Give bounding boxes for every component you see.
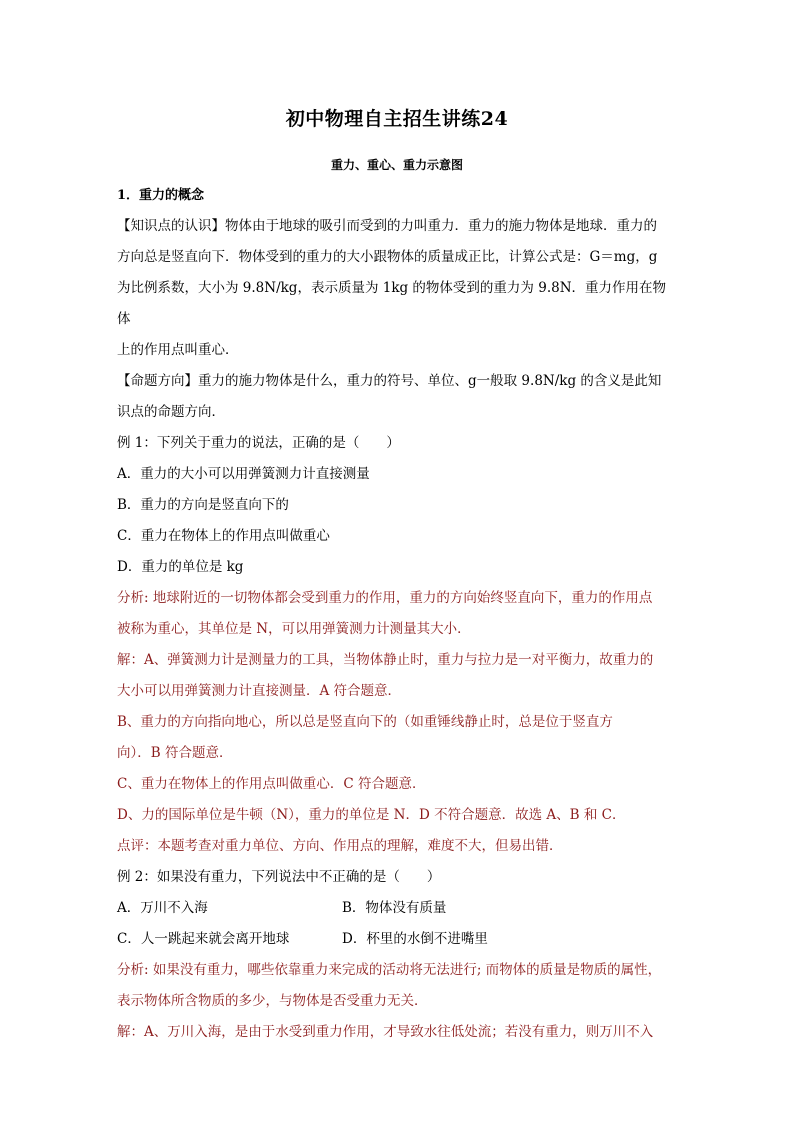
example2-analysis: 分析: 如果没有重力，哪些依靠重力来完成的活动将无法进行; 而物体的质量是物质的属性，: [117, 962, 662, 978]
example2-option-c: C．人一跳起来就会离开地球: [117, 931, 290, 947]
example2-option-a: A．万川不入海: [117, 900, 208, 916]
example1-solution: 解：A、弹簧测力计是测量力的工具，当物体静止时，重力与拉力是一对平衡力，故重力的: [117, 652, 654, 668]
example1-solution: 向）．B 符合题意．: [117, 745, 233, 761]
example2-solution: 解：A、万川入海，是由于水受到重力作用，才导致水往低处流；若没有重力，则万川不入: [117, 1024, 654, 1040]
direction-line: 识点的命题方向．: [117, 404, 225, 420]
example2-question: 例 2：如果没有重力，下列说法中不正确的是（ ）: [117, 869, 441, 885]
example1-solution: B、重力的方向指向地心，所以总是竖直向下的（如重锤线静止时，总是位于竖直方: [117, 714, 613, 730]
example1-analysis: 被称为重心，其单位是 N，可以用弹簧测力计测量其大小．: [117, 621, 471, 637]
example2-options-row: [117, 893, 677, 924]
example1-solution: 大小可以用弹簧测力计直接测量．A 符合题意．: [117, 683, 402, 699]
example1-solution: C、重力在物体上的作用点叫做重心．C 符合题意．: [117, 776, 426, 792]
example2-option-d: D．杯里的水倒不进嘴里: [342, 931, 488, 947]
example1-option-c: C．重力在物体上的作用点叫做重心: [117, 528, 330, 544]
document-body: [117, 180, 677, 1048]
page-subtitle: 重力、重心、重力示意图: [330, 158, 463, 172]
section-heading: 1．重力的概念: [117, 188, 205, 203]
example1-option-d: D．重力的单位是 kg: [117, 559, 244, 575]
example1-option-a: A．重力的大小可以用弹簧测力计直接测量: [117, 466, 370, 482]
example1-option-b: B．重力的方向是竖直向下的: [117, 497, 289, 513]
knowledge-line: 方向总是竖直向下．物体受到的重力的大小跟物体的质量成正比，计算公式是：G＝mg，g: [117, 249, 658, 265]
page-title: 初中物理自主招生讲练24: [285, 108, 509, 130]
direction-line: 【命题方向】重力的施力物体是什么，重力的符号、单位、g一般取 9.8N/kg 的含义是此知: [117, 373, 662, 389]
example2-analysis: 表示物体所含物质的多少，与物体是否受重力无关．: [117, 993, 428, 1009]
knowledge-line: 【知识点的认识】物体由于地球的吸引而受到的力叫重力．重力的施力物体是地球．重力的: [117, 218, 657, 234]
example1-comment: 点评：本题考查对重力单位、方向、作用点的理解，难度不大，但易出错．: [117, 838, 563, 854]
example2-option-b: B．物体没有质量: [342, 900, 447, 916]
example2-options-row: [117, 924, 677, 955]
example1-question: 例 1：下列关于重力的说法，正确的是（ ）: [117, 435, 400, 451]
example1-solution: D、力的国际单位是牛顿（N），重力的单位是 N．D 不符合题意．故选 A、B 和 C．: [117, 807, 626, 823]
knowledge-line: 上的作用点叫重心．: [117, 342, 239, 358]
example1-analysis: 分析: 地球附近的一切物体都会受到重力的作用，重力的方向始终竖直向下，重力的作用点: [117, 590, 653, 606]
knowledge-line: 为比例系数，大小为 9.8N/kg，表示质量为 1kg 的物体受到的重力为 9.8N．重力作用在物体: [117, 280, 667, 327]
